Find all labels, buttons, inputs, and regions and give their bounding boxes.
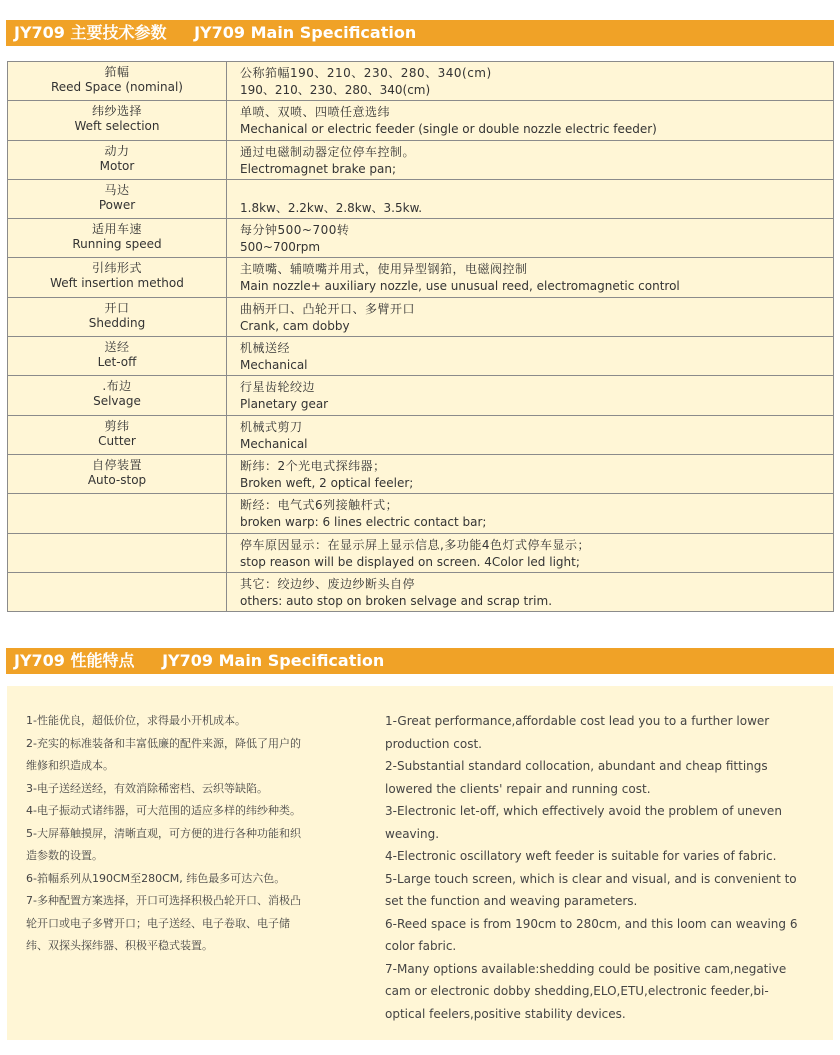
spec-value-cn: 断纬：2个光电式探纬器； <box>240 458 386 473</box>
spec-header-en: JY709 Main Specification <box>194 23 417 42</box>
features-list-cn <box>26 710 356 958</box>
spec-value-cell <box>227 219 834 258</box>
spec-label-en: Reed Space (nominal) <box>50 80 183 94</box>
feature-line-cn: 维修和织造成本。 <box>26 759 114 772</box>
spec-label-cn: 适用车速 <box>91 222 142 237</box>
feature-line-en: color fabric. <box>385 939 457 953</box>
spec-section-header <box>6 20 834 46</box>
feature-line-cn: 1-性能优良，超低价位，求得最小开机成本。 <box>26 714 246 727</box>
spec-row <box>8 533 834 572</box>
spec-value-cell <box>227 140 834 179</box>
spec-value-cn: 曲柄开口、凸轮开口、多臂开口 <box>240 301 416 316</box>
spec-value-en: Broken weft, 2 optical feeler; <box>240 475 414 490</box>
spec-value-en: Planetary gear <box>240 397 329 412</box>
spec-value-cn <box>240 183 833 200</box>
spec-label-en: Auto-stop <box>87 472 147 487</box>
feature-line-en: lowered the clients' repair and running cost. <box>385 781 651 796</box>
spec-value-cell <box>227 62 834 101</box>
spec-header-cn: JY709 主要技术参数 <box>14 23 167 42</box>
spec-value-cell <box>227 297 834 336</box>
spec-row <box>8 219 834 258</box>
spec-value-cell <box>227 533 834 572</box>
spec-label-cn: 剪纬 <box>104 418 130 433</box>
spec-value-cell <box>227 415 834 454</box>
spec-value-cn: 其它：绞边纱、废边纱断头自停 <box>240 576 416 591</box>
spec-value-cn: 停车原因显示：在显示屏上显示信息,多功能4色灯式停车显示； <box>240 537 590 552</box>
features-list-en <box>385 710 810 1025</box>
spec-value-en: 500~700rpm <box>240 240 321 255</box>
spec-value-cell <box>227 376 834 415</box>
spec-value-en: broken warp: 6 lines electric contact bar; <box>240 515 487 530</box>
spec-value-en: Main nozzle+ auxiliary nozzle, use unusual reed, electromagnetic control <box>240 279 680 294</box>
spec-row <box>8 415 834 454</box>
spec-row <box>8 297 834 336</box>
feature-line-cn: 纬、双探头探纬器、积极平稳式装置。 <box>26 939 213 952</box>
spec-value-cn: 机械送经 <box>240 341 291 356</box>
spec-value-cell <box>227 258 834 297</box>
spec-value-cell <box>227 101 834 140</box>
spec-row <box>8 376 834 415</box>
spec-value-en: Electromagnet brake pan; <box>240 161 397 176</box>
spec-label-cell <box>8 494 227 533</box>
spec-row <box>8 454 834 493</box>
spec-value-cell <box>227 337 834 376</box>
spec-row <box>8 337 834 376</box>
spec-label-cell <box>8 376 227 415</box>
spec-value-cn: 机械式剪刀 <box>240 419 303 434</box>
spec-table <box>7 61 834 612</box>
spec-label-cell <box>8 337 227 376</box>
spec-value-en: Mechanical or electric feeder (single or double nozzle electric feeder) <box>240 122 657 137</box>
spec-value-en: Mechanical <box>240 358 308 373</box>
features-section-header <box>6 648 834 674</box>
feature-line-cn: 2-充实的标准装备和丰富低廉的配件来源，降低了用户的 <box>26 736 301 750</box>
spec-label-cell <box>8 572 227 611</box>
spec-row <box>8 101 834 140</box>
feature-line-cn: 造参数的设置。 <box>26 849 103 862</box>
spec-label-cn: 开口 <box>104 300 130 315</box>
spec-label-cn: 筘幅 <box>104 65 130 79</box>
spec-label-cn: 送经 <box>104 340 130 355</box>
spec-label-cell <box>8 62 227 101</box>
spec-value-cn: 每分钟500~700转 <box>240 223 350 238</box>
spec-value-cell <box>227 454 834 493</box>
spec-label-cn: 动力 <box>104 143 130 158</box>
feature-line-en: optical feelers,positive stability devices. <box>385 1006 626 1021</box>
spec-label-en: Weft selection <box>74 119 160 134</box>
feature-line-en: 6-Reed space is from 190cm to 280cm, and this loom can weaving 6 <box>385 916 798 931</box>
spec-value-cell <box>227 572 834 611</box>
spec-label-cell <box>8 179 227 218</box>
spec-value-cn: 单喷、双喷、四喷任意选纬 <box>240 105 391 120</box>
feature-line-en: cam or electronic dobby shedding,ELO,ETU,electronic feeder,bi- <box>385 984 769 998</box>
feature-line-en: production cost. <box>385 736 482 751</box>
features-panel <box>7 686 833 1040</box>
spec-label-en: Let-off <box>97 355 137 370</box>
spec-label-cn: 马达 <box>104 182 130 197</box>
spec-label-en: Weft insertion method <box>50 276 184 291</box>
spec-value-en: stop reason will be displayed on screen. 4Color led light; <box>240 554 580 569</box>
feature-line-en: 4-Electronic oscillatory weft feeder is suitable for varies of fabric. <box>385 849 777 863</box>
spec-value-cell <box>227 494 834 533</box>
spec-label-en: Motor <box>99 158 135 173</box>
spec-row <box>8 572 834 611</box>
spec-value-cn: 行星齿轮绞边 <box>240 380 316 395</box>
feature-line-cn: 7-多种配置方案选择，开口可选择积极凸轮开口、消极凸 <box>26 894 301 907</box>
spec-label-cell <box>8 415 227 454</box>
spec-value-en: 190、210、230、280、340(cm) <box>240 83 431 97</box>
spec-label-cn: 自停装置 <box>91 457 142 472</box>
spec-label-cell <box>8 533 227 572</box>
spec-label-cell <box>8 297 227 336</box>
feature-line-cn: 3-电子送经送经，有效消除稀密档、云织等缺陷。 <box>26 781 268 795</box>
spec-label-cn: 引纬形式 <box>91 261 142 276</box>
spec-label-en: Shedding <box>88 315 146 330</box>
spec-value-cn: 公称筘幅190、210、230、280、340(cm) <box>240 66 492 80</box>
features-header-en: JY709 Main Specification <box>162 651 385 670</box>
feature-line-en: weaving. <box>385 826 440 841</box>
spec-label-en: Running speed <box>72 237 162 252</box>
spec-row <box>8 179 834 218</box>
spec-label-cell <box>8 258 227 297</box>
feature-line-en: 2-Substantial standard collocation, abundant and cheap fittings <box>385 759 768 773</box>
feature-line-cn: 4-电子振动式诸纬器，可大范围的适应多样的纬纱种类。 <box>26 804 301 817</box>
spec-label-en: Cutter <box>98 433 136 448</box>
feature-line-en: 5-Large touch screen, which is clear and visual, and is convenient to <box>385 871 797 886</box>
spec-label-cell <box>8 219 227 258</box>
feature-line-en: 1-Great performance,affordable cost lead you to a further lower <box>385 714 770 728</box>
spec-label-cn: .布边 <box>102 379 132 394</box>
spec-value-en: Crank, cam dobby <box>240 318 350 333</box>
feature-line-en: 7-Many options available:shedding could be positive cam,negative <box>385 961 787 976</box>
feature-line-en: 3-Electronic let-off, which effectively avoid the problem of uneven <box>385 804 782 818</box>
spec-value-cn: 主喷嘴、辅喷嘴并用式，使用异型钢筘，电磁阀控制 <box>240 262 528 277</box>
spec-label-cell <box>8 454 227 493</box>
spec-row <box>8 62 834 101</box>
feature-line-cn: 6-筘幅系列从190CM至280CM, 纬色最多可达六色。 <box>26 871 286 885</box>
spec-row <box>8 258 834 297</box>
spec-value-en: others: auto stop on broken selvage and scrap trim. <box>240 593 553 608</box>
spec-row <box>8 140 834 179</box>
spec-label-en: Selvage <box>93 394 141 409</box>
spec-value-cn: 通过电磁制动器定位停车控制。 <box>240 144 416 159</box>
spec-value-cn: 断经：电气式6列接触杆式； <box>240 498 399 513</box>
spec-label-cell <box>8 140 227 179</box>
feature-line-cn: 5-大屏幕触摸屏，清晰直观，可方便的进行各种功能和织 <box>26 826 301 840</box>
spec-value-cell <box>227 179 834 218</box>
spec-label-cell <box>8 101 227 140</box>
feature-line-cn: 轮开口或电子多臂开口；电子送经、电子卷取、电子储 <box>26 916 290 930</box>
spec-value-en: Mechanical <box>240 436 308 451</box>
spec-label-cn: 纬纱选择 <box>91 104 142 119</box>
spec-value-en: 1.8kw、2.2kw、2.8kw、3.5kw. <box>240 200 423 215</box>
spec-label-en: Power <box>98 197 136 212</box>
spec-row <box>8 494 834 533</box>
feature-line-en: set the function and weaving parameters. <box>385 894 638 908</box>
features-header-cn: JY709 性能特点 <box>14 651 135 670</box>
